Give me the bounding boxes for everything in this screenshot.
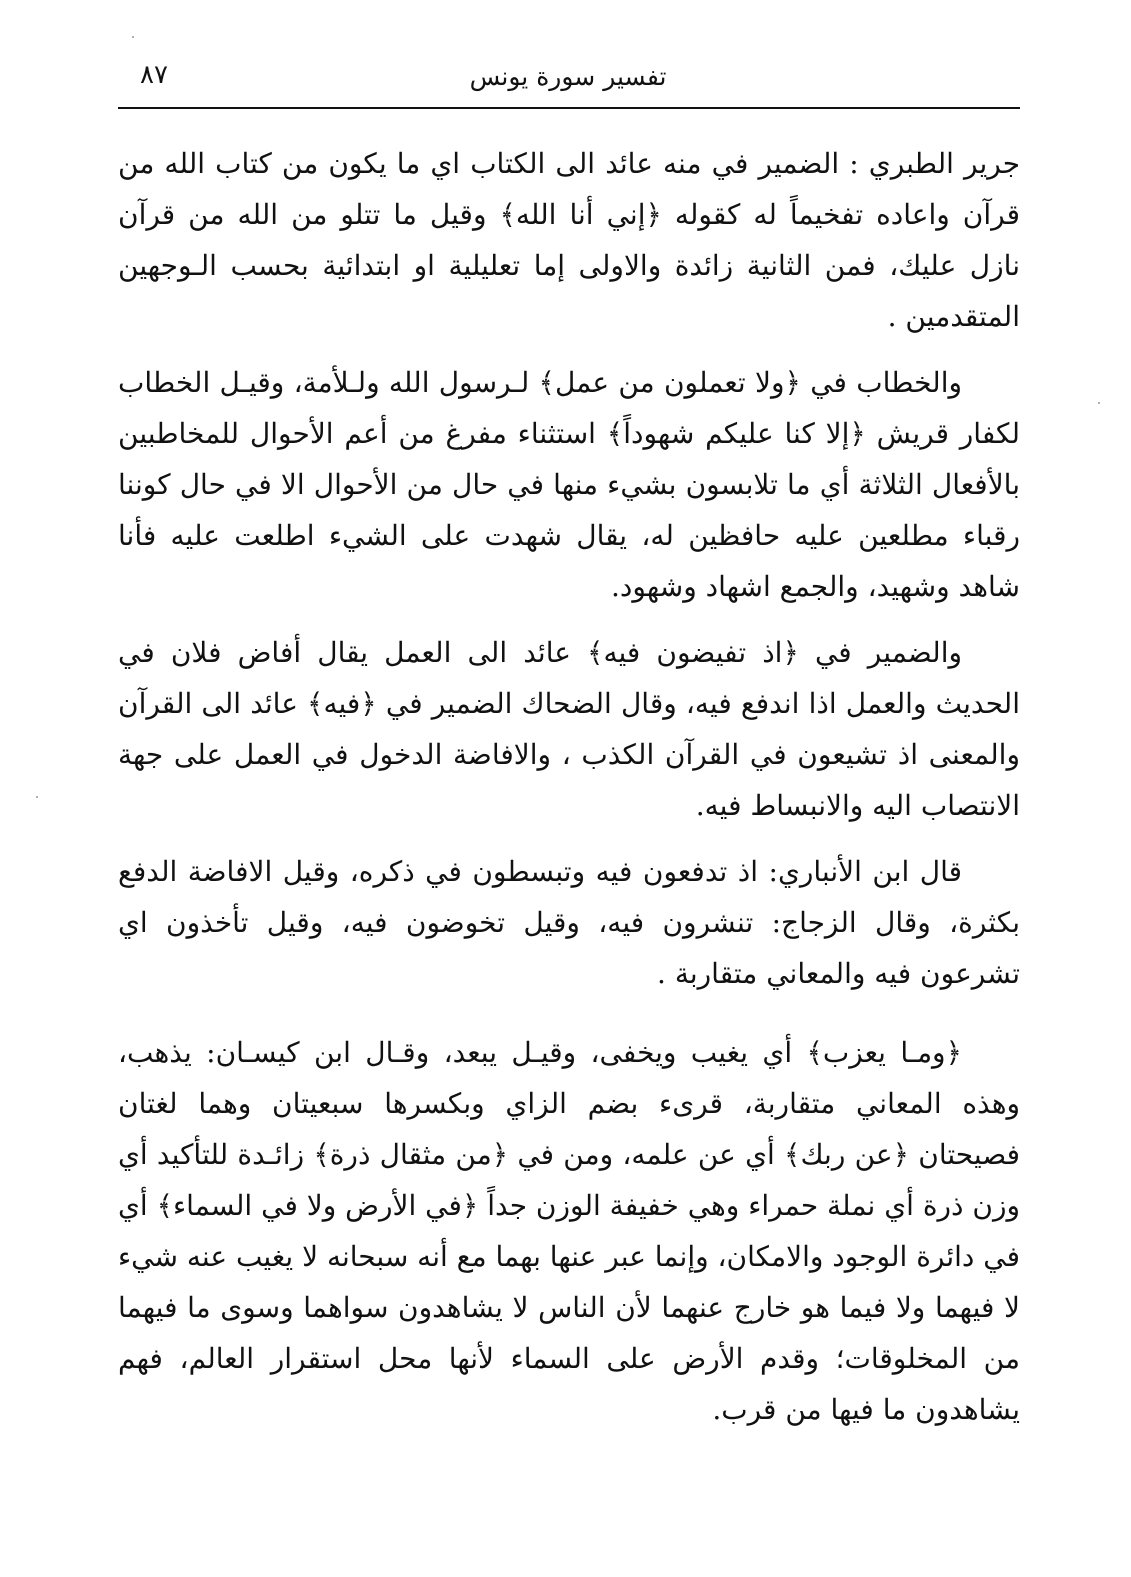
paragraph-3: والضمير في ﴿اذ تفيضون فيه﴾ عائد الى العمل يقال أفاض فلان في الحديث والعمل اذا اندفع فيه، وقال الضحاك الضمير في ﴿فيه﴾ عائد الى القرآن والمعنى اذ تشيعون في القرآن الكذب ، والافاضة الدخول في العمل على جهة الانتصاب اليه والانبساط فيه.: [118, 636, 1020, 822]
tafsir-body: [118, 138, 1020, 1435]
page-number: ٨٧: [140, 60, 168, 90]
running-title: تفسير سورة يونس: [469, 62, 667, 91]
paragraph-5: ﴿ومـا يعزب﴾ أي يغيب ويخفى، وقيـل يبعد، وقـال ابن كيسـان: يذهب، وهذه المعاني متقاربة، قرىء بضم الزاي وبكسرها سبعيتان وهما لغتان فصيحتان ﴿عن ربك﴾ أي عن علمه، ومن في ﴿من مثقال ذرة﴾ زائـدة للتأكيد أي وزن ذرة أي نملة حمراء وهي خفيفة الوزن جداً ﴿في الأرض ولا في السماء﴾ أي في دائرة الوجود والامكان، وإنما عبر عنها بهما مع أنه سبحانه لا يغيب عنه شيء لا فيهما ولا فيما هو خارج عنهما لأن الناس لا يشاهدون سواهما وسوى ما فيهما من المخلوقات؛ وقدم الأرض على السماء لأنها محل استقرار العالم، فهم يشاهدون ما فيها من قرب.: [118, 1036, 1020, 1426]
scan-speck: [1098, 402, 1100, 404]
paragraph-1: جرير الطبري : الضمير في منه عائد الى الكتاب اي ما يكون من كتاب الله من قرآن واعاده تفخيماً له كقوله ﴿إني أنا الله﴾ وقيل ما تتلو من الله من قرآن نازل عليك، فمن الثانية زائدة والاولى إما تعليلية او ابتدائية بحسب الـوجهين المتقدمين .: [118, 147, 1020, 333]
paragraph-2: والخطاب في ﴿ولا تعملون من عمل﴾ لـرسول الله ولـلأمة، وقيـل الخطاب لكفار قريش ﴿إلا كنا عليكم شهوداً﴾ استثناء مفرغ من أعم الأحوال للمخاطبين بالأفعال الثلاثة أي ما تلابسون بشيء منها في حال من الأحوال الا في حال كوننا رقباء مطلعين عليه حافظين له، يقال شهدت على الشيء اطلعت عليه فأنا شاهد وشهيد، والجمع اشهاد وشهود.: [118, 366, 1020, 603]
scan-speck: [36, 796, 38, 798]
page-header: [118, 58, 1018, 104]
header-rule: [118, 107, 1020, 109]
scan-speck: [132, 36, 134, 38]
paragraph-4: قال ابن الأنباري: اذ تدفعون فيه وتبسطون في ذكره، وقيل الافاضة الدفع بكثرة، وقال الزجاج: تنشرون فيه، وقيل تخوضون فيه، وقيل تأخذون اي تشرعون فيه والمعاني متقاربة .: [118, 855, 1020, 990]
